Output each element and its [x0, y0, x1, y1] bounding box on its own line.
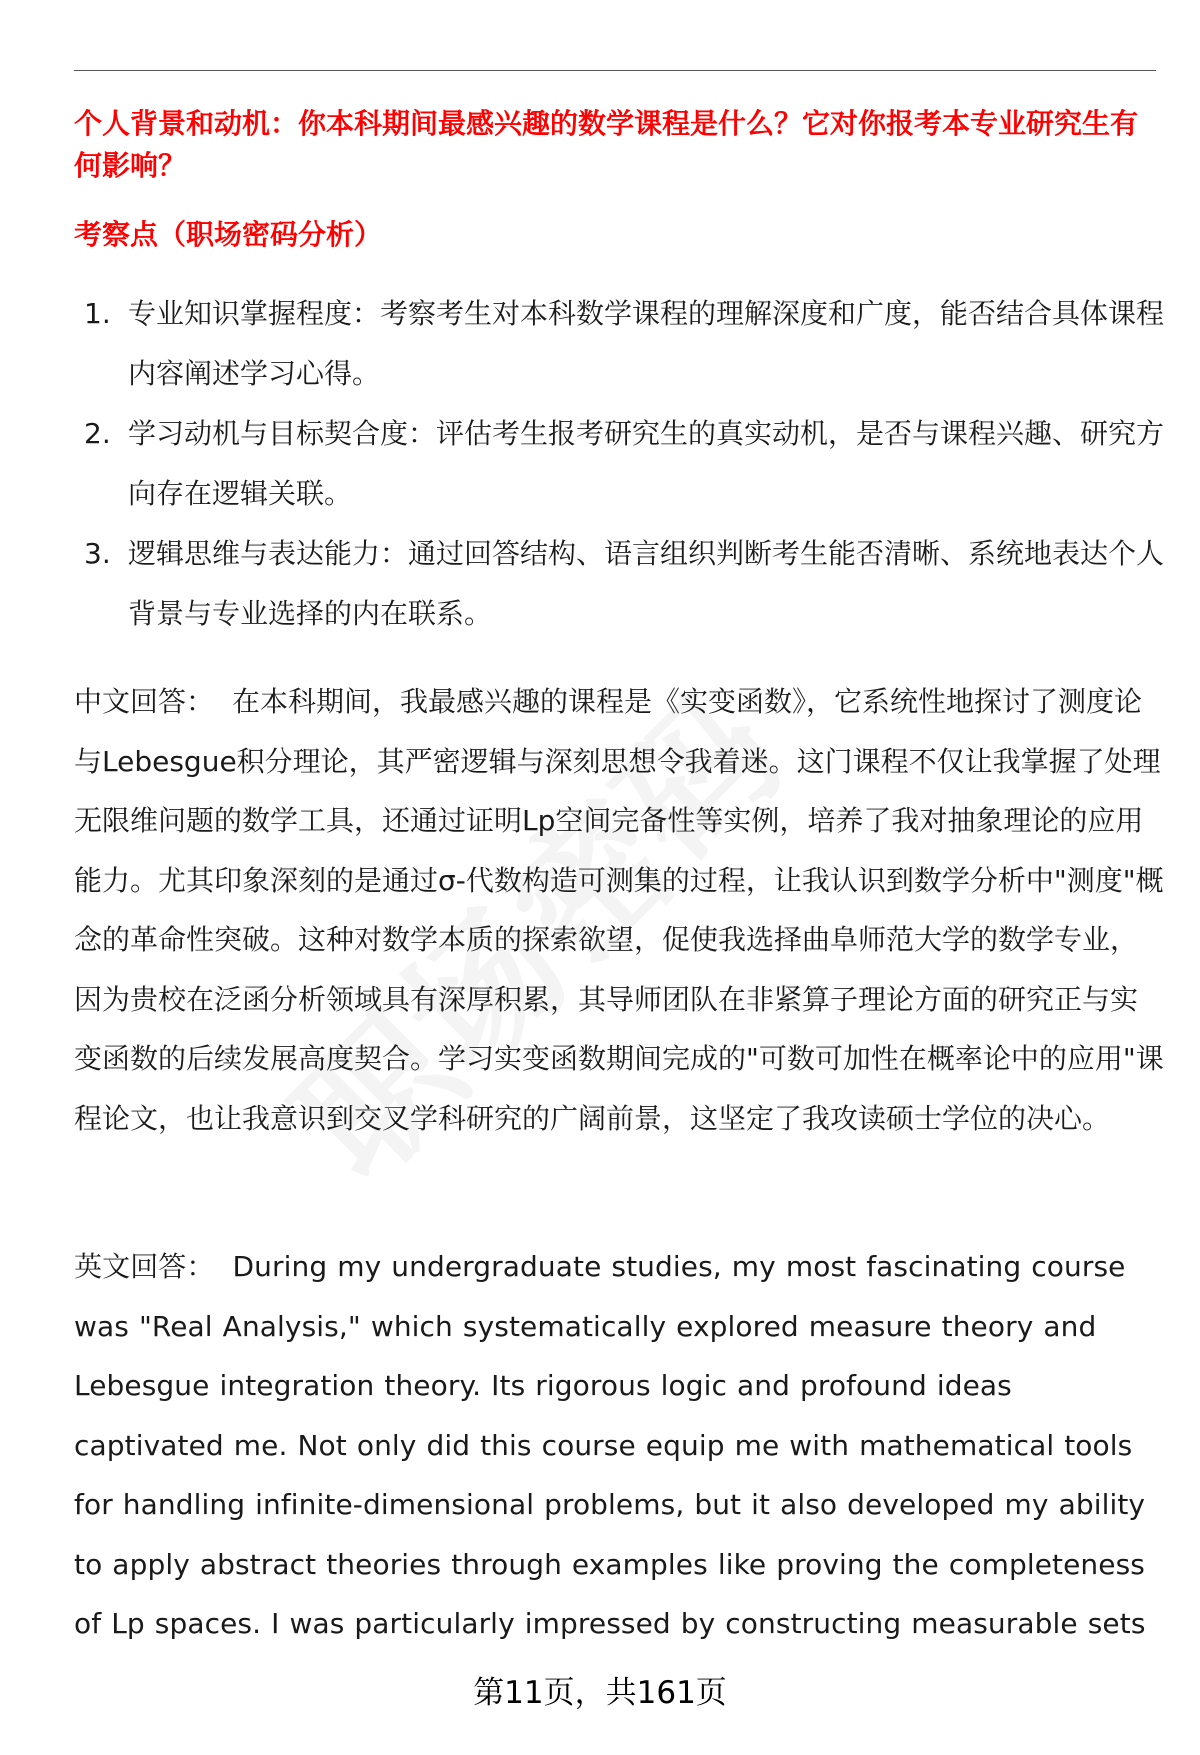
top-divider [74, 70, 1156, 71]
list-item-number: 1. [84, 297, 111, 330]
page-number: 第11页，共161页 [473, 1675, 727, 1711]
english-answer-text: During my undergraduate studies, my most fascinating course was "Real Analysis," which systematically explored measure theory and Lebesgue integration theory. Its rigorous logic and profound ideas captivated me. Not only did this course equip me with mathematical tools for handling infinite-dimensional problems, but it also developed my ability to apply abstract theories through examples like proving the completeness of Lp spaces. I was particularly impressed by constructing measurable sets [74, 1250, 1146, 1640]
section-heading: 考察点（职场密码分析） [74, 218, 383, 251]
list-item-number: 2. [84, 417, 111, 450]
list-item [74, 404, 1164, 524]
list-item-number: 3. [84, 537, 111, 570]
list-item [74, 284, 1164, 404]
assessment-points-list [74, 284, 1164, 644]
chinese-answer-text: 在本科期间，我最感兴趣的课程是《实变函数》，它系统性地探讨了测度论与Lebesgue积分理论，其严密逻辑与深刻思想令我着迷。这门课程不仅让我掌握了处理无限维问题的数学工具，还通过证明Lp空间完备性等实例，培养了我对抽象理论的应用能力。尤其印象深刻的是通过σ-代数构造可测集的过程，让我认识到数学分析中"测度"概念的革命性突破。这种对数学本质的探索欲望，促使我选择曲阜师范大学的数学专业，因为贵校在泛函分析领域具有深厚积累，其导师团队在非紧算子理论方面的研究正与实变函数的后续发展高度契合。学习实变函数期间完成的"可数可加性在概率论中的应用"课程论文，也让我意识到交叉学科研究的广阔前景，这坚定了我攻读硕士学位的决心。 [74, 685, 1164, 1135]
english-answer-label: 英文回答： [74, 1250, 215, 1283]
chinese-answer [74, 672, 1164, 1148]
list-item [74, 524, 1164, 644]
chinese-answer-label: 中文回答： [74, 685, 215, 718]
list-item-text: 学习动机与目标契合度：评估考生报考研究生的真实动机，是否与课程兴趣、研究方向存在逻辑关联。 [128, 417, 1165, 510]
list-item-text: 专业知识掌握程度：考察考生对本科数学课程的理解深度和广度，能否结合具体课程内容阐述学习心得。 [128, 297, 1165, 390]
list-item-text: 逻辑思维与表达能力：通过回答结构、语言组织判断考生能否清晰、系统地表达个人背景与专业选择的内在联系。 [128, 537, 1165, 630]
question-title: 个人背景和动机：你本科期间最感兴趣的数学课程是什么？它对你报考本专业研究生有何影响？ [74, 107, 1139, 182]
english-answer [74, 1237, 1164, 1654]
